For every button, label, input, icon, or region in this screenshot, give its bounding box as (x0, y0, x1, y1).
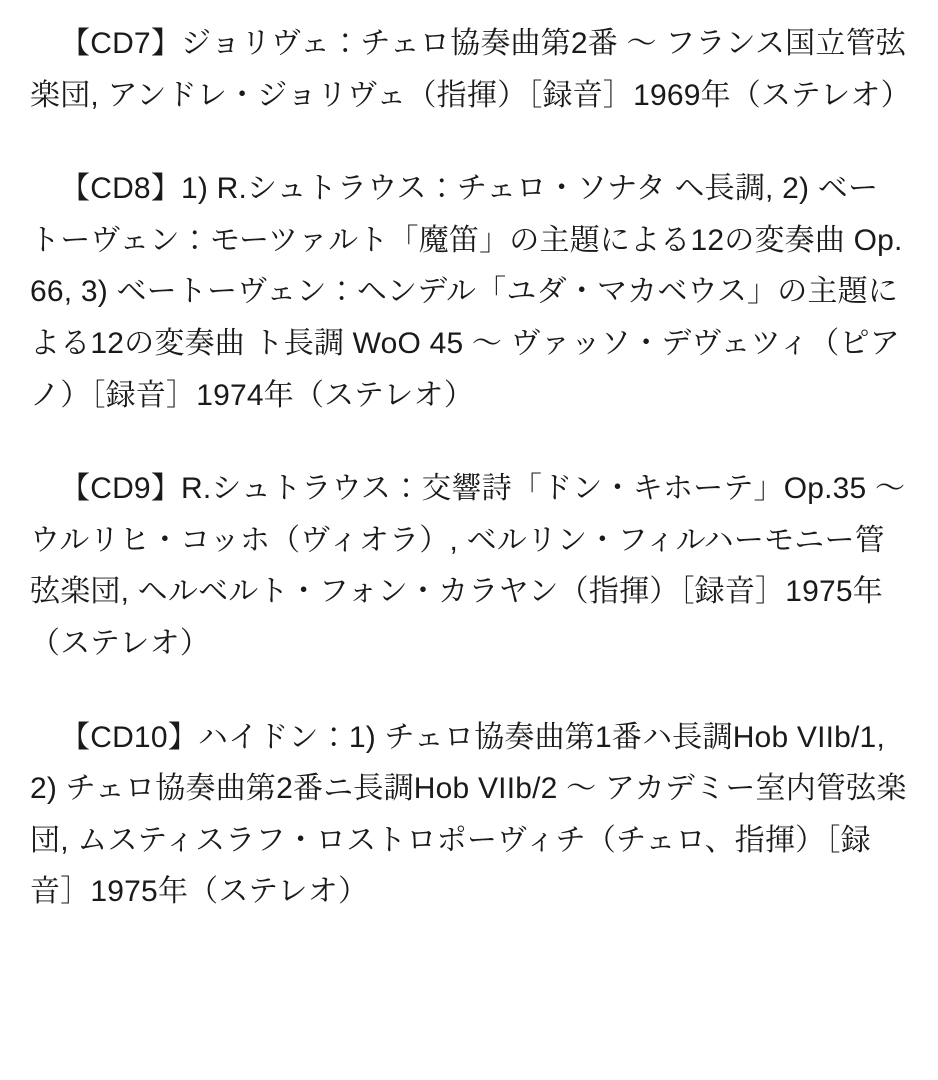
track-entry-cd7: 【CD7】ジョリヴェ：チェロ協奏曲第2番 〜 フランス国立管弦楽団, アンドレ・ジョリヴェ（指揮）［録音］1969年（ステレオ） (30, 27, 911, 112)
track-entry-cd10: 【CD10】ハイドン：1) チェロ協奏曲第1番ハ長調Hob VIIb/1, 2) チェロ協奏曲第2番ニ長調Hob VIIb/2 〜 アカデミー室内管弦楽団, ムスティスラフ・ロストロポーヴィチ（チェロ、指揮）［録音］1975年（ステレオ） (30, 720, 907, 909)
track-entry-cd9: 【CD9】R.シュトラウス：交響詩「ドン・キホーテ」Op.35 〜 ウルリヒ・コッホ（ヴィオラ）, ベルリン・フィルハーモニー管弦楽団, ヘルベルト・フォン・カラヤン（指揮）［録音］1975年（ステレオ） (30, 472, 906, 660)
track-entry-cd8: 【CD8】1) R.シュトラウス：チェロ・ソナタ ヘ長調, 2) ベートーヴェン：モーツァルト「魔笛」の主題による12の変奏曲 Op. 66, 3) ベートーヴェン：ヘンデル「ユダ・マカベウス」の主題による12の変奏曲 ト長調 WoO 45 〜 ヴァッソ・デヴェツィ（ピアノ）［録音］1974年（ステレオ） (30, 172, 903, 412)
